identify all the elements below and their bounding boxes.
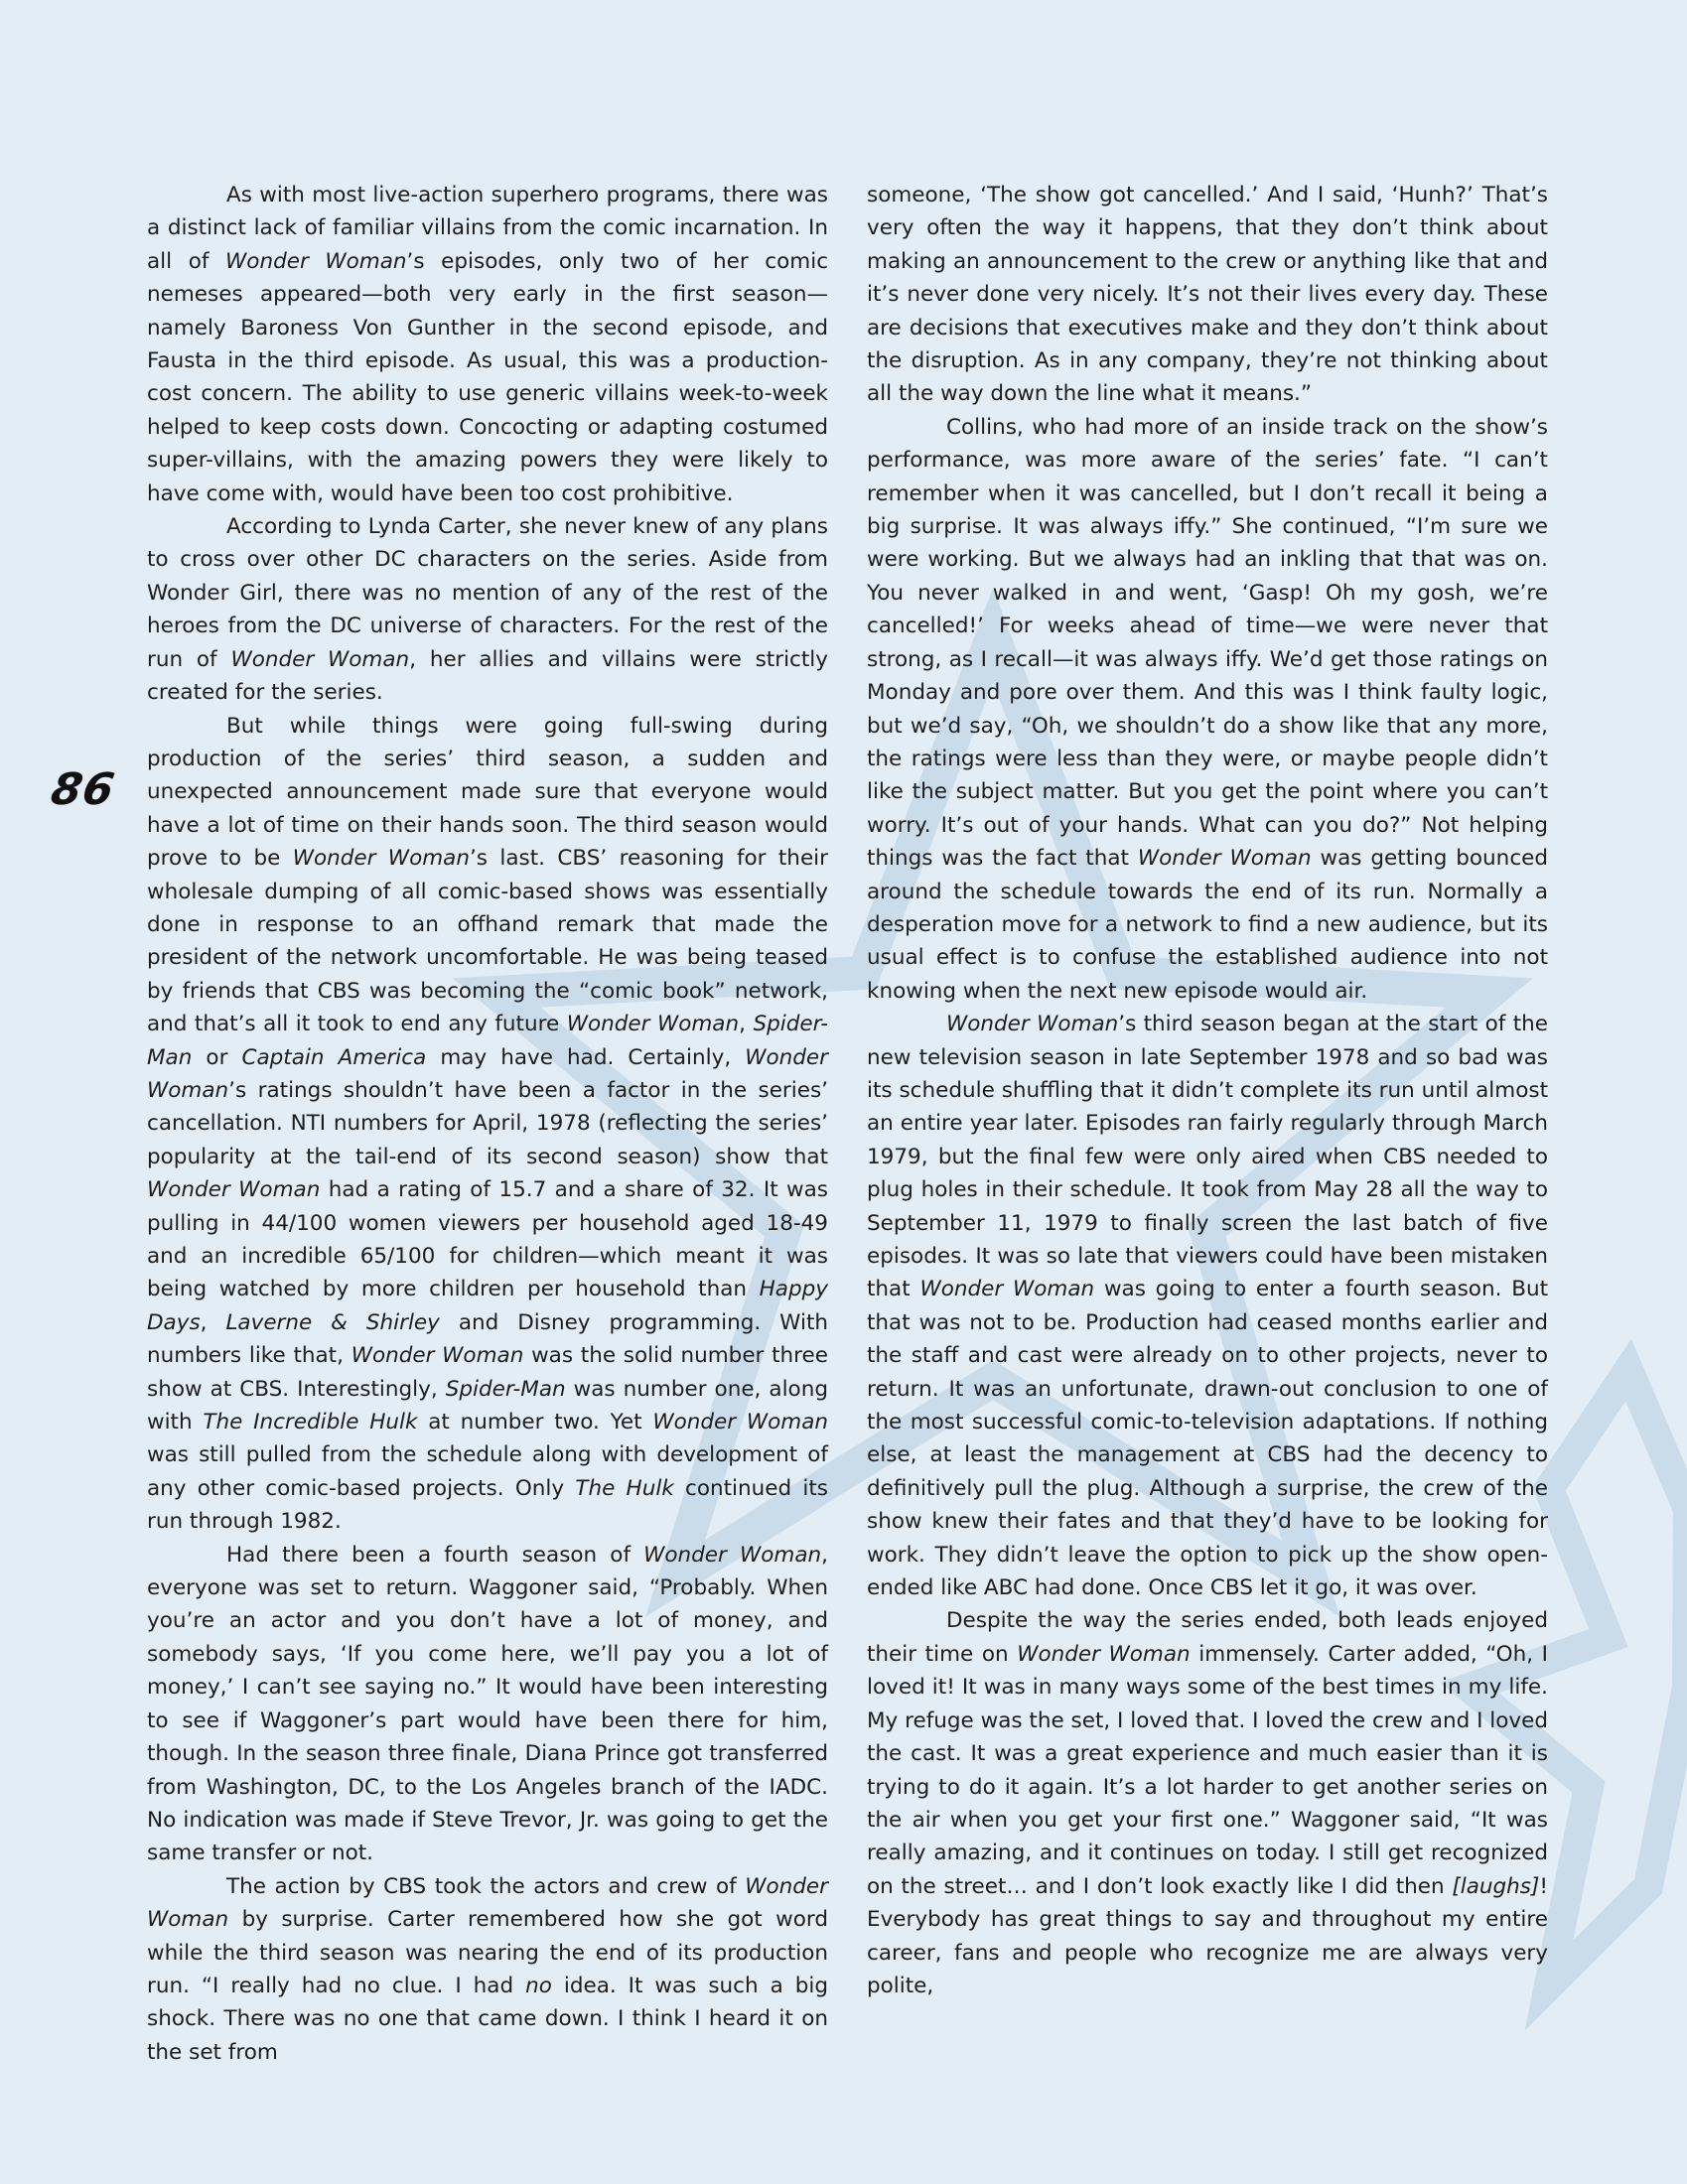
italic-text-run: Wonder Woman [225, 248, 407, 274]
text-run: was going to enter a fourth season. But that was not to be. Production had ceased months earlier and the staff and cast were already on to other projects, never to return. It was an unfortunate, drawn-out conclusion to one of the most successful comic-to-television adaptations. If nothing else, at least the management at CBS had the decency to definitively pull the plug. Although a surprise, the crew of the show knew their fates and that they’d have to be looking for work. They didn’t leave the option to pick up the show open-ended like ABC had done. Once CBS let it go, it was over. [867, 1277, 1549, 1601]
page-number: 86 [47, 764, 119, 815]
italic-text-run: Spider-Man [445, 1376, 566, 1402]
text-run: was getting bounced around the schedule towards the end of its run. Normally a desperation move for a network to find a new audience, but its usual effect is to confuse the established audience into not knowing when the next new episode would air. [867, 846, 1549, 1004]
text-run: ’s third season began at the start of the new television season in late September 1978 and so bad was its schedule shuffling that it didn’t complete its run until almost an entire year later. Episodes ran fairly regularly through March 1979, but the final few were only aired when CBS needed to plug holes in their schedule. It took from May 28 all the way to September 11, 1979 to finally screen the last batch of five episodes. It was so late that viewers could have been mistaken that [867, 1012, 1548, 1302]
text-run: , everyone was set to return. Waggoner said, “Probably. When you’re an actor and you don’t have a lot of money, and somebody says, ‘If you come here, we’ll pay you a lot of money,’ I can’t see saying no.” It would have been interesting to see if Waggoner’s part would have been there for him, though. In the season three finale, Diana Prince got transferred from Washington, DC, to the Los Angeles branch of the IADC. No indication was made if Steve Trevor, Jr. was going to get the same transfer or not. [147, 1542, 828, 1866]
text-run: or [192, 1044, 242, 1070]
text-run: was number one, along with [147, 1376, 828, 1435]
text-run: at number two. Yet [417, 1410, 653, 1435]
paragraph [147, 1539, 828, 1870]
italic-text-run: Wonder Woman [147, 1044, 828, 1103]
italic-text-run: Wonder Woman [919, 1277, 1095, 1302]
text-run: Collins, who had more of an inside track on the show’s performance, was more aware of the series’ fate. “I can’t remember when it was cancelled, but I don’t recall it being a big surprise. It was always iffy.” She continued, “I’m sure we were working. But we always had an inkling that that was on. You never walked in and went, ‘Gasp! Oh my gosh, we’re cancelled!’ For weeks ahead of time—we were never that strong, as I recall—it was always iffy. We’d get those ratings on Monday and pore over them. And this was I think faulty logic, but we’d say, “Oh, we shouldn’t do a show like that any more, the ratings were less than they were, or maybe people didn’t like the subject matter. But you get the point where you can’t worry. It’s out of your hands. What can you do?” Not helping things was the fact that [867, 414, 1548, 872]
text-column-left [147, 179, 828, 2069]
text-run: may have had. Certainly, [426, 1044, 746, 1070]
text-run: ’s last. CBS’ reasoning for their wholesale dumping of all comic-based shows was essentially done in response to an offhand remark that made the president of the network uncomfortable. He was being teased by friends that CBS was becoming the “comic book” network, and that’s all it took to end any future [147, 846, 828, 1037]
text-run: , her allies and villains were strictly created for the series. [147, 646, 828, 706]
text-run: immensely. Carter added, “Oh, I loved it! It was in many ways some of the best times in my life. My refuge was the set, I loved that. I loved the crew and I loved the cast. It was a great experience and much easier than it is trying to do it again. It’s a lot harder to get another series on the air when you get your first one.” Waggoner said, “It was really amazing, and it continues on today. I still get recognized on the street… and I don’t look exactly like I did then [867, 1641, 1548, 1899]
italic-text-run: Wonder Woman [230, 646, 410, 672]
text-run: According to Lynda Carter, she never knew of any plans to cross over other DC characters on the series. Aside from Wonder Girl, there was no mention of any of the rest of the heroes from the DC universe of characters. For the rest of the run of [147, 514, 828, 672]
italic-text-run: no [525, 1973, 552, 1998]
italic-text-run: The Incredible Hulk [203, 1410, 418, 1435]
text-run: ’s ratings shouldn’t have been a factor in the series’ cancellation. NTI numbers for April, 1978 (reflecting the series’ popularity at the tail-end of its second season) show that [147, 1077, 828, 1169]
italic-text-run: Happy Days [147, 1277, 828, 1335]
italic-text-run: Wonder Woman [147, 1873, 828, 1933]
italic-text-run: Wonder Woman [652, 1410, 829, 1435]
text-column-right [867, 179, 1548, 2002]
italic-text-run: Wonder Woman [351, 1343, 524, 1369]
paragraph [147, 179, 828, 510]
italic-text-run: Wonder Woman [946, 1012, 1119, 1037]
italic-text-run: The Hulk [575, 1475, 674, 1501]
text-run: was still pulled from the schedule along with development of any other comic-based projects. Only [147, 1442, 828, 1501]
text-run: idea. It was such a big shock. There was no one that came down. I think I heard it on the set from [147, 1973, 828, 2065]
paragraph [147, 510, 828, 709]
paragraph [867, 1604, 1548, 2002]
italic-text-run: Wonder Woman [1137, 846, 1312, 872]
italic-text-run: Captain America [241, 1044, 427, 1070]
text-run: The action by CBS took the actors and crew of [226, 1873, 746, 1899]
text-run: continued its run through 1982. [147, 1475, 828, 1535]
text-run: , [200, 1309, 226, 1335]
text-run: As with most live-action superhero programs, there was a distinct lack of familiar villains from the comic incarnation. In all of [147, 183, 828, 274]
text-run: ! Everybody has great things to say and throughout my entire career, fans and people who recognize me are always very polite, [867, 1873, 1548, 1998]
italic-text-run: [laughs] [1452, 1873, 1540, 1899]
text-run: had a rating of 15.7 and a share of 32. It was pulling in 44/100 women viewers per household aged 18-49 and an incredible 65/100 for children—which meant it was being watched by more children per household than [147, 1177, 828, 1302]
text-run: Despite the way the series ended, both leads enjoyed their time on [867, 1608, 1548, 1667]
paragraph [147, 710, 828, 1539]
text-run: But while things were going full-swing during production of the series’ third season, a sudden and unexpected announcement made sure that everyone would have a lot of time on their hands soon. The third season would prove to be [147, 713, 828, 872]
italic-text-run: Spider-Man [147, 1012, 829, 1070]
text-run: , [739, 1012, 754, 1037]
italic-text-run: Wonder Woman [643, 1542, 822, 1568]
text-run: by surprise. Carter remembered how she got word while the third season was nearing the end of its production run. “I really had no clue. I had [147, 1907, 828, 1998]
italic-text-run: Wonder Woman [1017, 1641, 1191, 1667]
italic-text-run: Laverne & Shirley [225, 1309, 440, 1335]
text-run: Had there been a fourth season of [226, 1542, 644, 1568]
italic-text-run: Wonder Woman [566, 1012, 740, 1037]
text-run: and Disney programming. With numbers like that, [147, 1309, 829, 1369]
text-run: someone, ‘The show got cancelled.’ And I said, ‘Hunh?’ That’s very often the way it happens, that they don’t think about making an announcement to the crew or anything like that and it’s never done very nicely. It’s not their lives every day. These are decisions that executives make and they don’t think about the disruption. As in any company, they’re not thinking about all the way down the line what it means.” [867, 183, 1548, 407]
paragraph [867, 411, 1548, 1008]
paragraph [147, 1870, 828, 2069]
italic-text-run: Wonder Woman [292, 846, 470, 872]
text-run: was the solid number three show at CBS. Interestingly, [147, 1343, 829, 1402]
paragraph [867, 179, 1548, 411]
paragraph [867, 1008, 1548, 1604]
text-run: ’s episodes, only two of her comic nemeses appeared—both very early in the first season—namely Baroness Von Gunther in the second episode, and Fausta in the third episode. As usual, this was a production-cost concern. The ability to use generic villains week-to-week helped to keep costs down. Concocting or adapting costumed super-villains, with the amazing powers they were likely to have come with, would have been too cost prohibitive. [147, 248, 829, 506]
italic-text-run: Wonder Woman [147, 1177, 321, 1203]
